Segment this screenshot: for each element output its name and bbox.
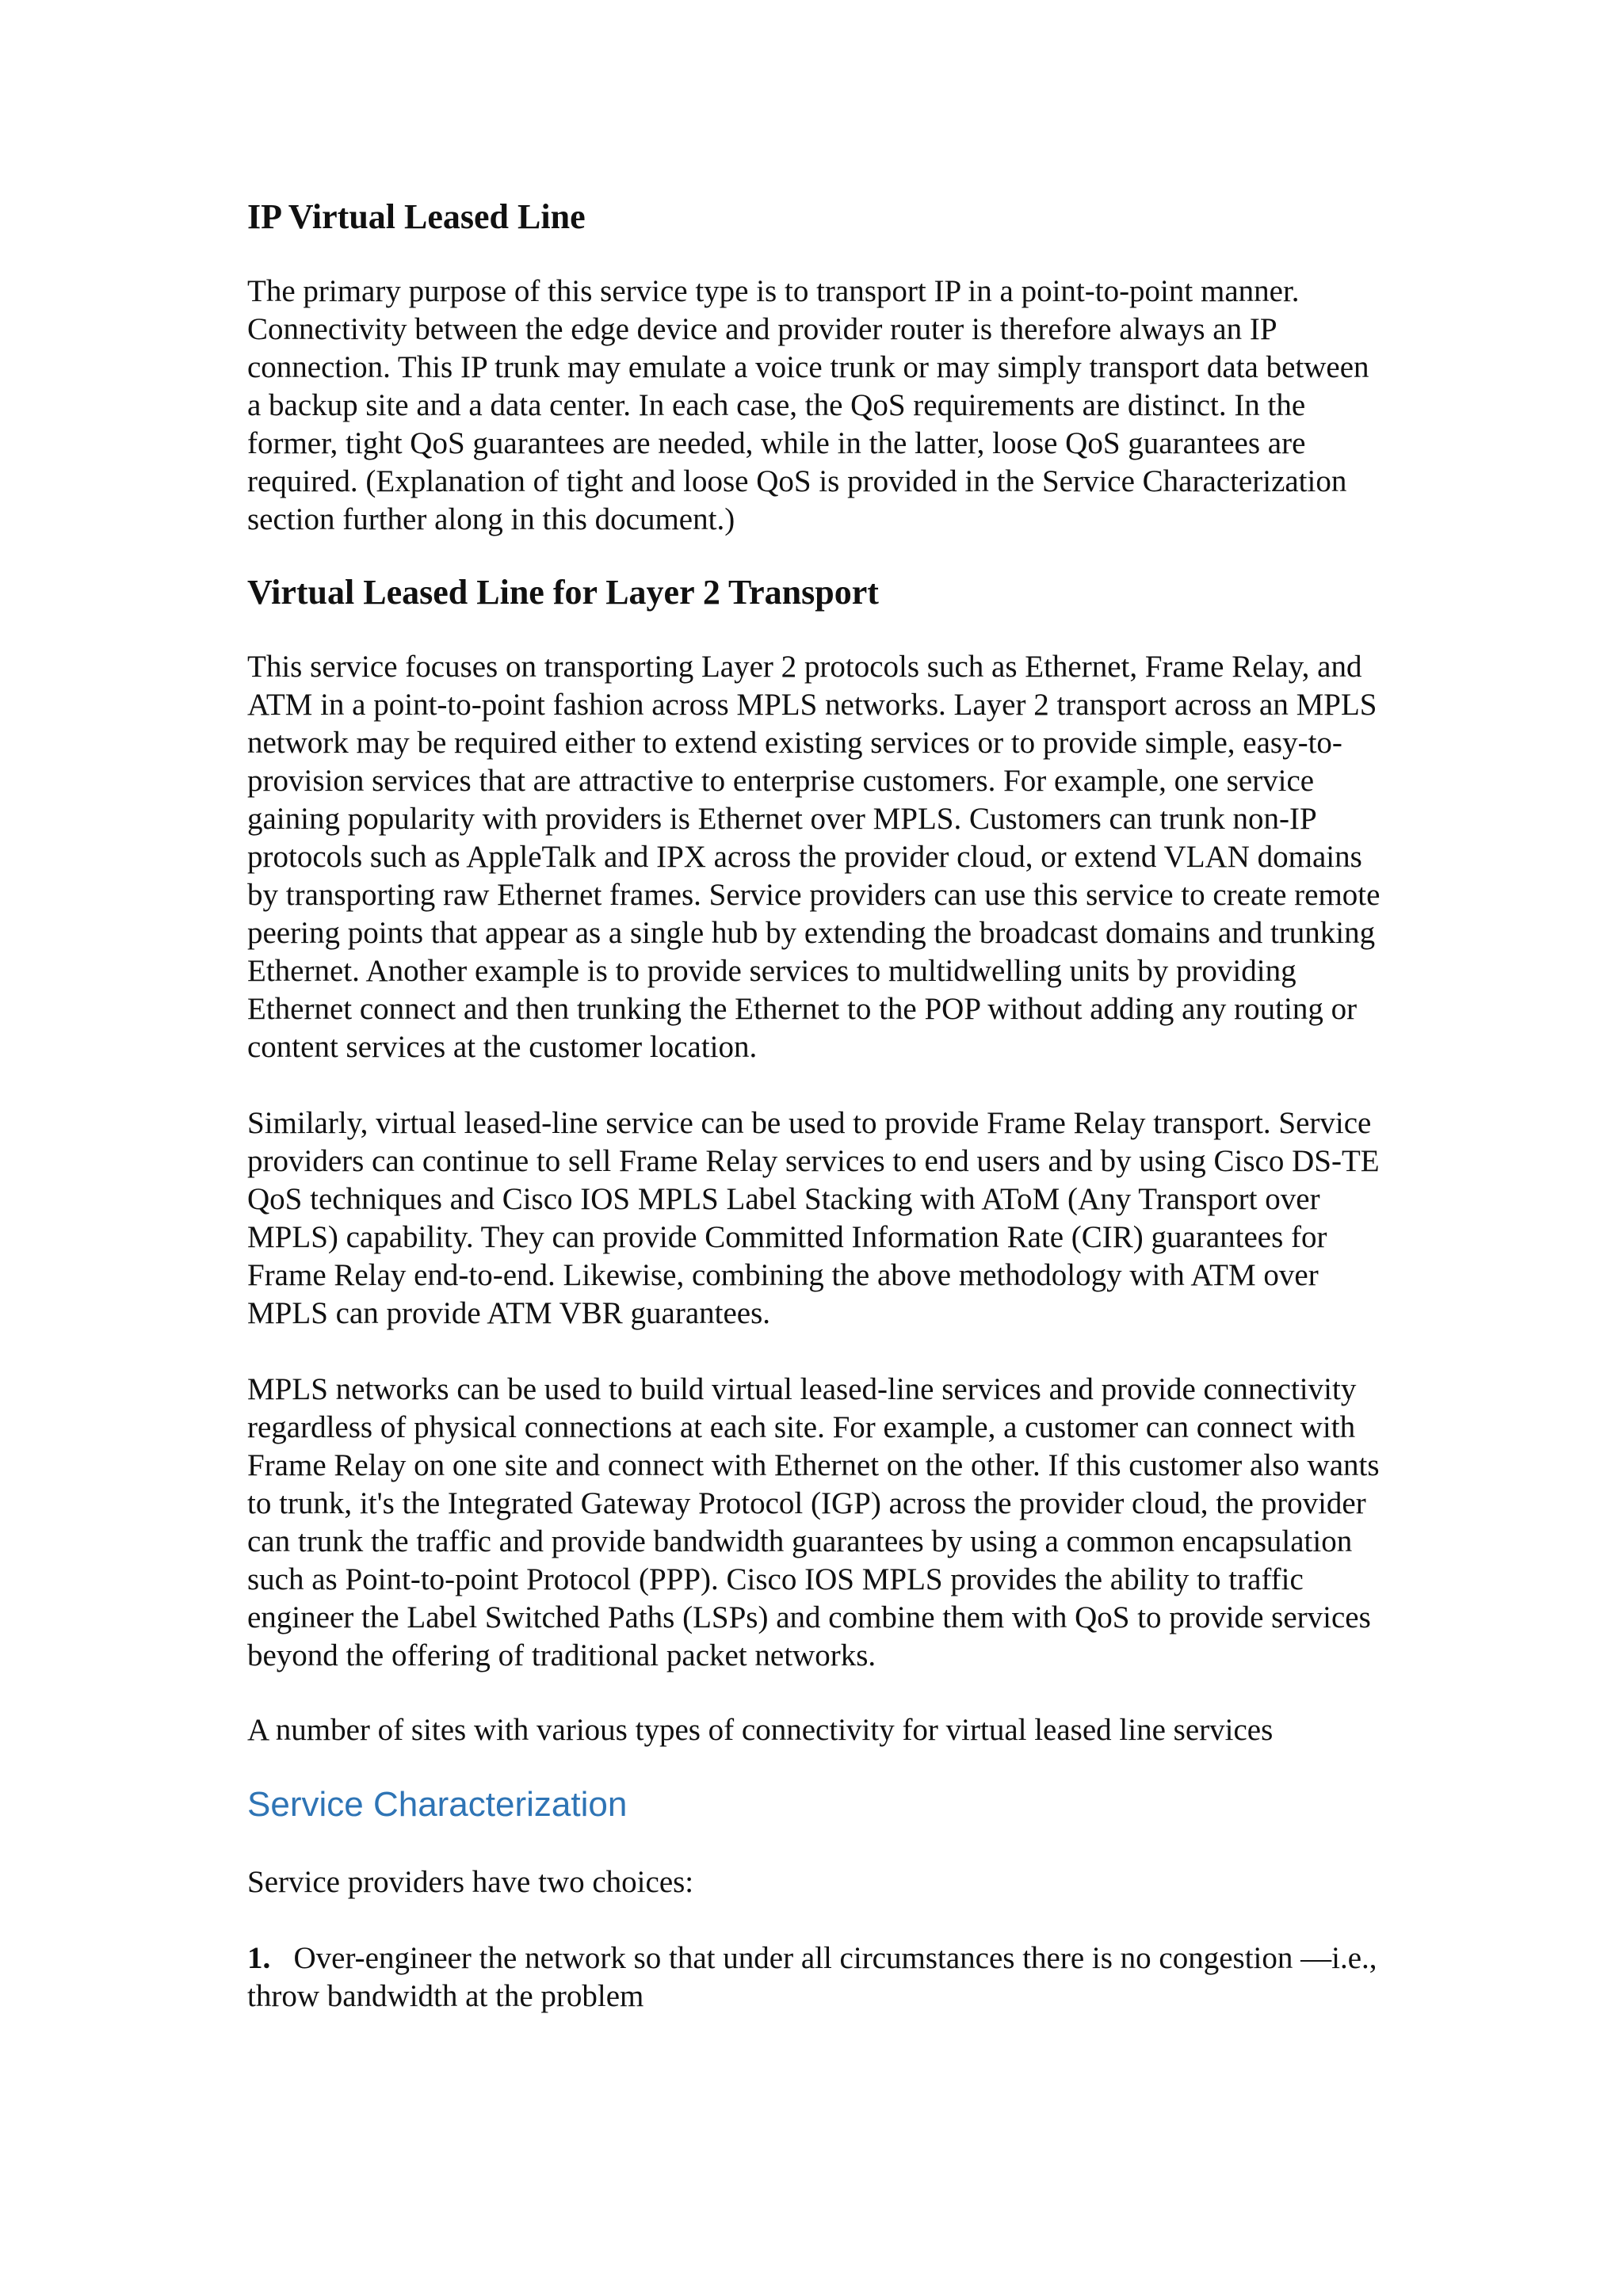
document-content	[247, 195, 1388, 2016]
heading-layer2-transport: Virtual Leased Line for Layer 2 Transport	[247, 573, 879, 612]
paragraph-frame-relay: Similarly, virtual leased-line service can be used to provide Frame Relay transport. Service providers can continue to sell Frame Relay services to end users and by using Cisco DS-TE QoS techniques and Cisco IOS MPLS Label Stacking with AToM (Any Transport over MPLS) capability. They can provide Committed Information Rate (CIR) guarantees for Frame Relay end-to-end. Likewise, combining the above methodology with ATM over MPLS can provide ATM VBR guarantees.	[247, 1106, 1380, 1330]
list-item-number: 1.	[247, 1941, 271, 1975]
list-item-1	[247, 1939, 1388, 2016]
list-item-text: Over-engineer the network so that under all circumstances there is no congestion —i.e., throw bandwidth at the problem	[247, 1941, 1377, 2013]
paragraph-two-choices: Service providers have two choices:	[247, 1865, 694, 1899]
paragraph-sites-caption: A number of sites with various types of connectivity for virtual leased line services	[247, 1713, 1274, 1747]
heading-service-characterization: Service Characterization	[247, 1785, 628, 1824]
paragraph-ip-vll: The primary purpose of this service type is to transport IP in a point-to-point manner. Connectivity between the edge device and provider router is therefore always an IP connection. This IP trunk may emulate a voice trunk or may simply transport data between a backup site and a data center. In each case, the QoS requirements are distinct. In the former, tight QoS guarantees are needed, while in the latter, loose QoS guarantees are required. (Explanation of tight and loose QoS is provided in the Service Characterization section further along in this document.)	[247, 274, 1369, 536]
paragraph-mpls-networks: MPLS networks can be used to build virtual leased-line services and provide connectivity regardless of physical connections at each site. For example, a customer can connect with Frame Relay on one site and connect with Ethernet on the other. If this customer also wants to trunk, it's the Integrated Gateway Protocol (IGP) across the provider cloud, the provider can trunk the traffic and provide bandwidth guarantees by using a common encapsulation such as Point-to-point Protocol (PPP). Cisco IOS MPLS provides the ability to traffic engineer the Label Switched Paths (LSPs) and combine them with QoS to provide services beyond the offering of traditional packet networks.	[247, 1372, 1380, 1672]
heading-ip-virtual-leased-line: IP Virtual Leased Line	[247, 197, 586, 236]
paragraph-layer2-intro: This service focuses on transporting Layer 2 protocols such as Ethernet, Frame Relay, and ATM in a point-to-point fashion across MPLS networks. Layer 2 transport across an MPLS network may be required either to extend existing services or to provide simple, easy-to-provision services that are attractive to enterprise customers. For example, one service gaining popularity with providers is Ethernet over MPLS. Customers can trunk non-IP protocols such as AppleTalk and IPX across the provider cloud, or extend VLAN domains by transporting raw Ethernet frames. Service providers can use this service to create remote peering points that appear as a single hub by extending the broadcast domains and trunking Ethernet. Another example is to provide services to multidwelling units by providing Ethernet connect and then trunking the Ethernet to the POP without adding any routing or content services at the customer location.	[247, 650, 1381, 1064]
